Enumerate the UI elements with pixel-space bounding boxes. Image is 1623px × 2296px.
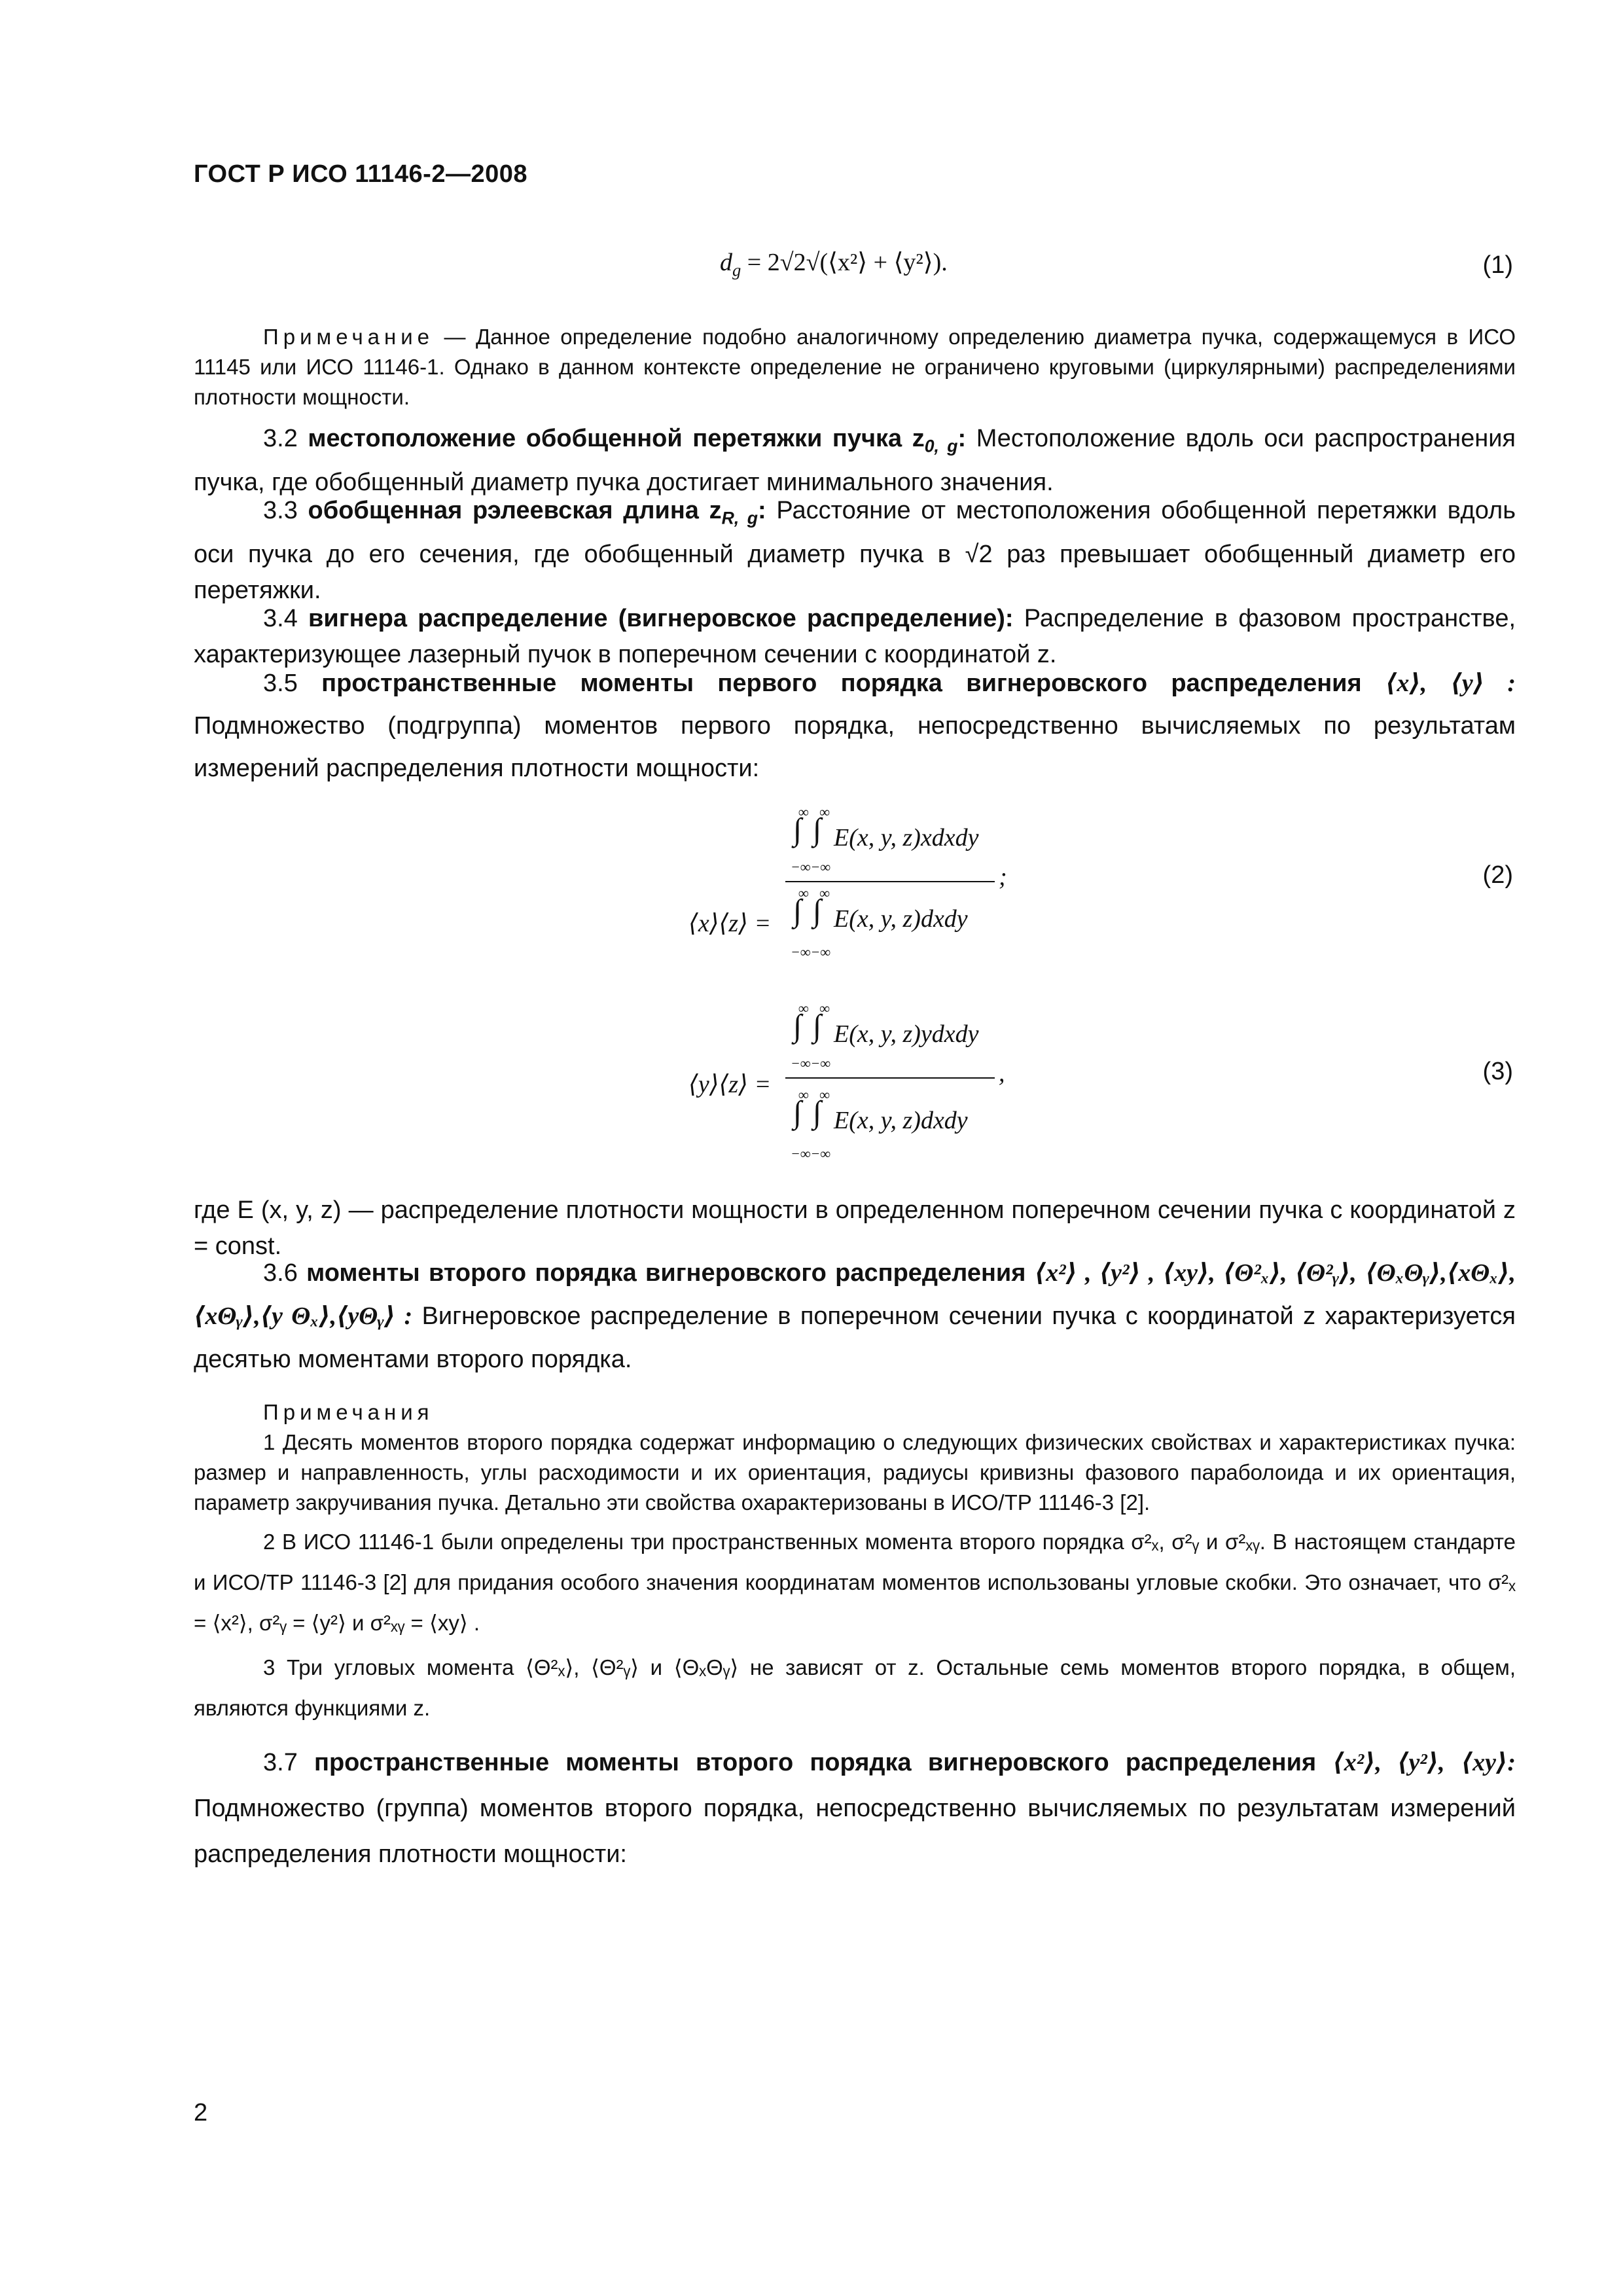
document-header: ГОСТ Р ИСО 11146-2—2008 — [194, 160, 527, 188]
s34-num: 3.4 — [263, 605, 298, 632]
where-clause: где E (x, y, z) — распределение плотности мощности в определенном поперечном сечении пучка с координатой z = const. — [194, 1196, 1516, 1260]
equation-1 — [720, 247, 948, 281]
eq3-fraction-line — [785, 1077, 995, 1079]
s33-sub: R, g — [721, 508, 758, 528]
integral-icon: ∫ — [813, 893, 822, 928]
eq1-number: (1) — [1482, 251, 1513, 279]
notes-label: Примечания — [263, 1400, 434, 1424]
eq2-denom-text: E(x, y, z)dxdy — [834, 905, 968, 933]
s37-term: пространственные моменты второго порядка вигнеровского распределения — [314, 1749, 1317, 1776]
s35-sym2: ⟨y⟩ : — [1450, 670, 1516, 697]
note-1 — [194, 322, 1516, 412]
eq2-numer-text: E(x, y, z)xdxdy — [834, 824, 979, 852]
eq2-den-lower: −∞−∞ — [791, 944, 831, 960]
eq3-number: (3) — [1482, 1058, 1513, 1085]
eq3-num-upper: ∞ ∞ — [798, 1000, 830, 1016]
s32-text: Местоположение вдоль оси распространения пучка, где обобщенный диаметр пучка достигает минимального значения. — [194, 425, 1516, 496]
s37-num: 3.7 — [263, 1749, 298, 1776]
integral-icon: ∫ — [813, 1095, 822, 1130]
s36-num: 3.6 — [263, 1259, 298, 1287]
eq2-num-lower: −∞−∞ — [791, 859, 831, 875]
s33-num: 3.3 — [263, 497, 298, 524]
s36-text: Вигнеровское распределение в поперечном сечении пучка с координатой z характеризуется десятью моментами второго порядка. — [194, 1302, 1516, 1373]
eq3-tail: , — [999, 1060, 1005, 1087]
s33-text1: Расстояние от местоположения обобщенной перетяжки вдоль оси пучка до его сечения, где обобщенный диаметр пучка в — [194, 497, 1516, 568]
s34-text: Распределение в фазовом пространстве, характеризующее лазерный пучок в поперечном сечении с координатой z. — [194, 605, 1516, 668]
s37-text: Подмножество (группа) моментов второго порядка, непосредственно вычисляемых по результатам измерений распределения плотности мощности: — [194, 1795, 1516, 1868]
eq1-sub: g — [732, 260, 741, 280]
note-item-3: 3 Три угловых момента ⟨Θ²ₓ⟩, ⟨Θ²ᵧ⟩ и ⟨ΘₓΘᵧ⟩ не зависят от z. Остальные семь моментов второго порядка, в общем, являются функциями z. — [194, 1655, 1516, 1720]
eq3-numer-text: E(x, y, z)ydxdy — [834, 1020, 979, 1048]
s37-syms2: ⟨xy⟩: — [1461, 1749, 1516, 1776]
s33-text2: раз превышает обобщенный диаметр его перетяжки. — [194, 540, 1516, 604]
s33-colon: : — [758, 497, 766, 524]
eq2-num-upper: ∞ ∞ — [798, 804, 830, 820]
section-3-5 — [194, 662, 1516, 790]
eq3-num-lower: −∞−∞ — [791, 1055, 831, 1071]
note-item-1: 1 Десять моментов второго порядка содержат информацию о следующих физических свойствах и характеристиках пучка: размер и направленность, углы расходимости и их ориентация, радиусы кривизны фазового параболоида и их ориентация, параметр закручивания пучка. Детально эти свойства охарактеризованы в ИСО/ТР 11146-3 [2]. — [194, 1430, 1516, 1515]
eq2-tail: ; — [999, 863, 1007, 891]
s36-term: моменты второго порядка вигнеровского распределения — [306, 1259, 1026, 1287]
s37-syms1: ⟨x²⟩, ⟨y²⟩, — [1332, 1749, 1445, 1776]
s34-term: вигнера распределение (вигнеровское распределение): — [308, 605, 1014, 632]
section-3-2 — [194, 421, 1516, 501]
s35-term: пространственные моменты первого порядка вигнеровского распределения — [321, 670, 1362, 697]
s32-colon: : — [957, 425, 967, 452]
page-number: 2 — [194, 2099, 208, 2126]
section-3-6 — [194, 1251, 1516, 1381]
s32-term: местоположение обобщенной перетяжки пучка z — [308, 425, 925, 452]
eq3-lhs: ⟨y⟩⟨z⟩ = — [688, 1071, 772, 1098]
s33-term: обобщенная рэлеевская длина z — [308, 497, 722, 524]
s32-num: 3.2 — [263, 425, 298, 452]
integral-icon: ∫ — [813, 1009, 822, 1043]
notes-block — [194, 1397, 1516, 1729]
eq1-rhs: = 2√2√(⟨x²⟩ + ⟨y²⟩). — [747, 249, 948, 276]
note-item-2: 2 В ИСО 11146-1 были определены три пространственных момента второго порядка σ²ₓ, σ²ᵧ и σ²ₓᵧ. В настоящем стандарте и ИСО/ТР 11146-3 [2] для придания особого значения координатам моментов использованы угловые скобки. Это означает, что σ²ₓ = ⟨x²⟩, σ²ᵧ = ⟨y²⟩ и σ²ₓᵧ = ⟨xy⟩ . — [194, 1530, 1516, 1635]
integral-icon: ∫ — [793, 1009, 802, 1043]
eq3-denom-text: E(x, y, z)dxdy — [834, 1107, 968, 1134]
section-3-7 — [194, 1740, 1516, 1877]
eq1-lhs: d — [720, 249, 732, 276]
section-3-3 — [194, 493, 1516, 609]
integral-icon: ∫ — [813, 812, 822, 847]
s35-text: Подмножество (подгруппа) моментов первого порядка, непосредственно вычисляемых по результатам измерений распределения плотности мощности: — [194, 712, 1516, 782]
integral-icon: ∫ — [793, 812, 802, 847]
integral-icon: ∫ — [793, 893, 802, 928]
eq2-number: (2) — [1482, 861, 1513, 889]
s35-sym1: ⟨x⟩, — [1385, 670, 1427, 697]
note-1-label: Примечание — [263, 325, 435, 349]
eq2-lhs: ⟨x⟩⟨z⟩ = — [688, 910, 772, 937]
eq2-fraction-line — [785, 881, 995, 882]
eq3-den-lower: −∞−∞ — [791, 1145, 831, 1162]
s36-syms1: ⟨x²⟩ , ⟨y²⟩ , ⟨xy⟩, ⟨Θ²ₓ⟩, ⟨Θ²ᵧ⟩, — [1034, 1259, 1357, 1287]
note-1-text: — Данное определение подобно аналогичному определению диаметра пучка, содержащемуся в ИСО 11145 или ИСО 11146-1. Однако в данном контексте определение не ограничено круговыми (циркулярными) распределениями плотности мощности. — [194, 325, 1516, 409]
eq2-den-upper: ∞ ∞ — [798, 885, 830, 901]
integral-icon: ∫ — [793, 1095, 802, 1130]
s32-sub: 0, g — [924, 436, 958, 456]
s35-num: 3.5 — [263, 670, 298, 697]
s36-syms2: ⟨ΘₓΘᵧ⟩,⟨xΘₓ⟩,⟨xΘᵧ⟩,⟨y Θₓ⟩,⟨yΘᵧ⟩ : — [194, 1259, 1516, 1330]
eq3-den-upper: ∞ ∞ — [798, 1086, 830, 1103]
s33-sqrt: √2 — [965, 540, 993, 568]
